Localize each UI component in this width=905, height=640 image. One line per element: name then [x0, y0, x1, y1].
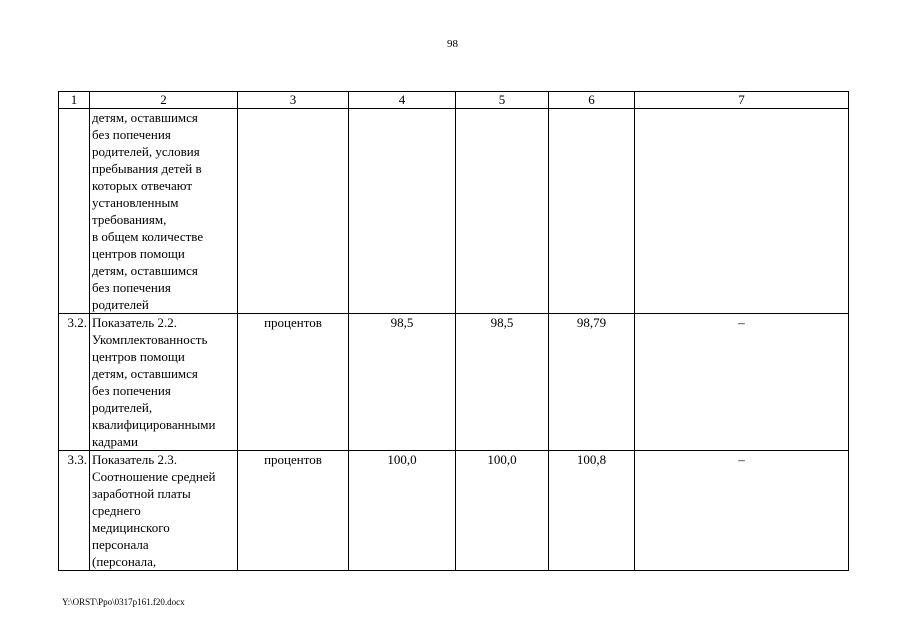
note-cell: –	[635, 451, 849, 571]
indicator-text-line: центров помощи	[92, 246, 185, 261]
indicator-text-line: медицинского	[92, 520, 170, 535]
indicator-text	[90, 314, 238, 451]
indicator-text-line: родителей,	[92, 400, 153, 415]
column-header-5: 5	[456, 92, 549, 109]
value-col5-cell: 100,0	[456, 451, 549, 571]
indicator-text-line: детям, оставшимся	[92, 263, 198, 278]
indicator-text-line: детям, оставшимся	[92, 110, 198, 125]
value-col5-cell	[456, 109, 549, 314]
column-header-1: 1	[59, 92, 90, 109]
column-header-2: 2	[90, 92, 238, 109]
indicator-text-line: среднего	[92, 503, 141, 518]
table-row	[59, 451, 849, 571]
indicator-text-line: родителей, условия	[92, 144, 200, 159]
unit-cell: процентов	[238, 451, 349, 571]
indicator-table	[58, 91, 849, 571]
indicator-text	[90, 451, 238, 571]
value-col4-cell	[349, 109, 456, 314]
table-header-row	[59, 92, 849, 109]
value-col6-cell	[549, 109, 635, 314]
indicator-text-line: заработной платы	[92, 486, 191, 501]
indicator-text-line: центров помощи	[92, 349, 185, 364]
unit-cell	[238, 109, 349, 314]
value-col5-cell: 98,5	[456, 314, 549, 451]
note-cell	[635, 109, 849, 314]
column-header-7: 7	[635, 92, 849, 109]
footer-file-path: Y:\ORST\Ppo\0317p161.f20.docx	[62, 597, 185, 607]
indicator-text-line: которых отвечают	[92, 178, 193, 193]
indicator-text-line: детям, оставшимся	[92, 366, 198, 381]
indicator-text-line: родителей	[92, 297, 149, 312]
table-row	[59, 314, 849, 451]
column-header-4: 4	[349, 92, 456, 109]
indicator-text-line: Укомплектованность	[92, 332, 208, 347]
indicator-text-line: персонала	[92, 537, 149, 552]
indicator-text-line: Показатель 2.2.	[92, 315, 177, 330]
column-header-6: 6	[549, 92, 635, 109]
indicator-text-line: квалифицированными	[92, 417, 216, 432]
indicator-text-line: (персонала,	[92, 554, 157, 569]
value-col4-cell: 100,0	[349, 451, 456, 571]
note-cell: –	[635, 314, 849, 451]
indicator-text-line: Показатель 2.3.	[92, 452, 177, 467]
value-col6-cell: 100,8	[549, 451, 635, 571]
column-header-3: 3	[238, 92, 349, 109]
indicator-text-line: без попечения	[92, 127, 171, 142]
table-row	[59, 109, 849, 314]
indicator-text-line: в общем количестве	[92, 229, 204, 244]
indicator-text-line: требованиям,	[92, 212, 167, 227]
row-number	[59, 109, 90, 314]
indicator-text-line: кадрами	[92, 434, 138, 449]
unit-cell: процентов	[238, 314, 349, 451]
page-number: 98	[447, 38, 458, 50]
indicator-text-line: пребывания детей в	[92, 161, 202, 176]
indicator-text-line: без попечения	[92, 383, 171, 398]
indicator-text-line: Соотношение средней	[92, 469, 216, 484]
row-number: 3.3.	[59, 451, 90, 571]
row-number: 3.2.	[59, 314, 90, 451]
value-col6-cell: 98,79	[549, 314, 635, 451]
indicator-text-line: без попечения	[92, 280, 171, 295]
indicator-text	[90, 109, 238, 314]
value-col4-cell: 98,5	[349, 314, 456, 451]
indicator-text-line: установленным	[92, 195, 179, 210]
